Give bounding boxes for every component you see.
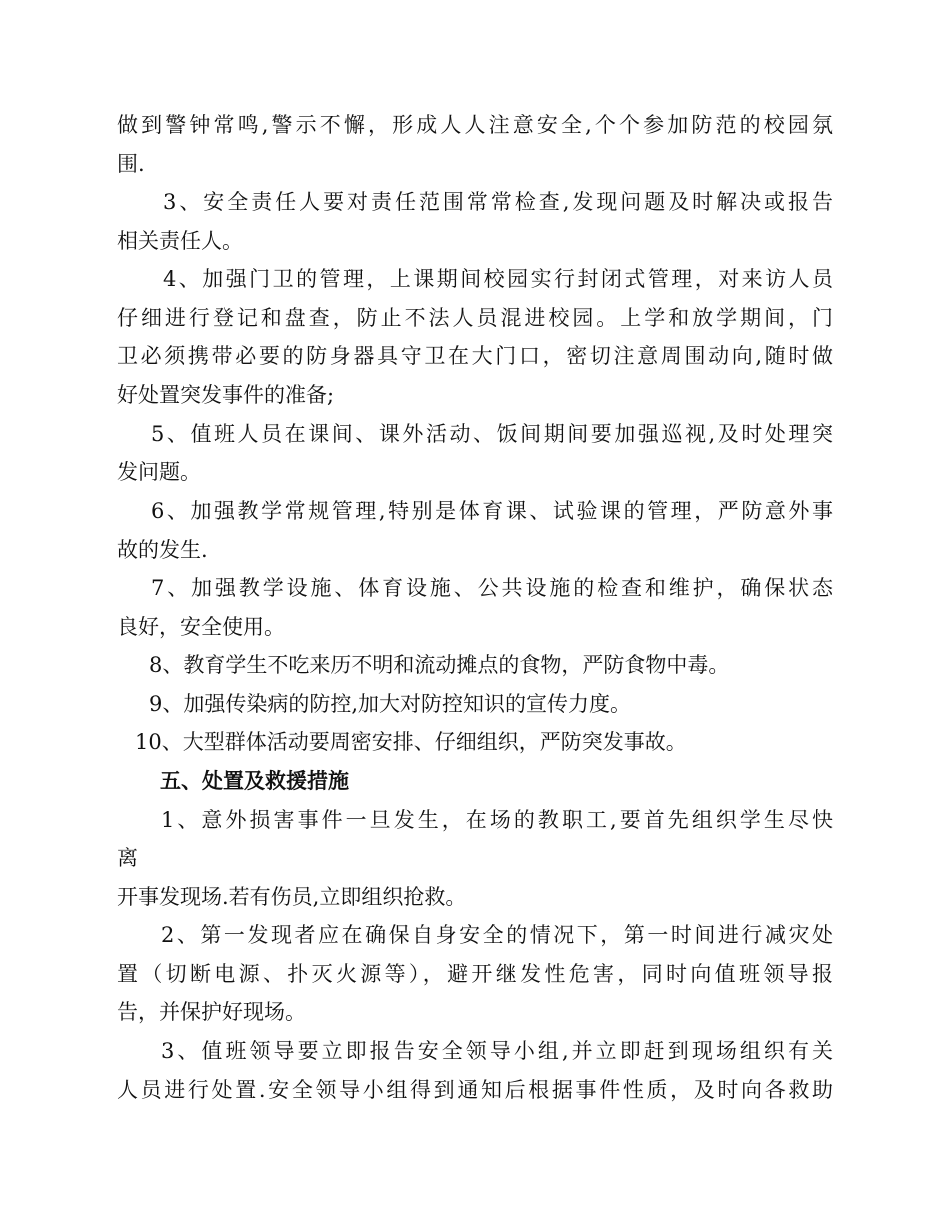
text-line: 2、第一发现者应在确保自身安全的情况下，第一时间进行减灾处 bbox=[161, 923, 833, 947]
text-line: 3、安全责任人要对责任范围常常检查,发现问题及时解决或报告 bbox=[163, 190, 833, 214]
text-line: 告，并保护好现场。 bbox=[117, 1000, 306, 1024]
text-line: 1、意外损害事件一旦发生，在场的教职工,要首先组织学生尽快 bbox=[161, 808, 833, 832]
text-line: 发问题。 bbox=[117, 460, 201, 484]
text-line: 做到警钟常鸣,警示不懈，形成人人注意安全,个个参加防范的校园氛 bbox=[117, 113, 833, 137]
text-line: 人员进行处置.安全领导小组得到通知后根据事件性质，及时向各救助 bbox=[117, 1078, 833, 1102]
text-line: 8、教育学生不吃来历不明和流动摊点的食物，严防食物中毒。 bbox=[149, 653, 730, 677]
text-line: 3、值班领导要立即报告安全领导小组,并立即赶到现场组织有关 bbox=[161, 1039, 833, 1063]
text-line: 9、加强传染病的防控,加大对防控知识的宣传力度。 bbox=[149, 692, 632, 716]
text-line: 相关责任人。 bbox=[117, 229, 243, 253]
text-line: 5、值班人员在课间、课外活动、饭间期间要加强巡视,及时处理突 bbox=[151, 422, 833, 446]
text-line: 7、加强教学设施、体育设施、公共设施的检查和维护，确保状态 bbox=[151, 576, 833, 600]
text-line: 置（切断电源、扑灭火源等），避开继发性危害，同时向值班领导报 bbox=[117, 962, 833, 986]
text-line: 仔细进行登记和盘查，防止不法人员混进校园。上学和放学期间，门 bbox=[117, 306, 833, 330]
text-line: 卫必须携带必要的防身器具守卫在大门口，密切注意周围动向,随时做 bbox=[117, 344, 833, 368]
text-line: 开事发现场.若有伤员,立即组织抢救。 bbox=[117, 885, 467, 909]
text-line: 故的发生. bbox=[117, 538, 208, 562]
text-line: 围. bbox=[117, 152, 145, 176]
text-line: 6、加强教学常规管理,特别是体育课、试验课的管理，严防意外事 bbox=[151, 499, 833, 523]
text-line: 离 bbox=[117, 846, 138, 870]
text-line: 10、大型群体活动要周密安排、仔细组织，严防突发事故。 bbox=[135, 730, 687, 754]
section-heading: 五、处置及救援措施 bbox=[160, 769, 349, 793]
text-line: 好处置突发事件的准备; bbox=[117, 383, 335, 407]
text-line: 4、加强门卫的管理，上课期间校园实行封闭式管理，对来访人员 bbox=[163, 267, 833, 291]
text-line: 良好，安全使用。 bbox=[117, 615, 285, 639]
